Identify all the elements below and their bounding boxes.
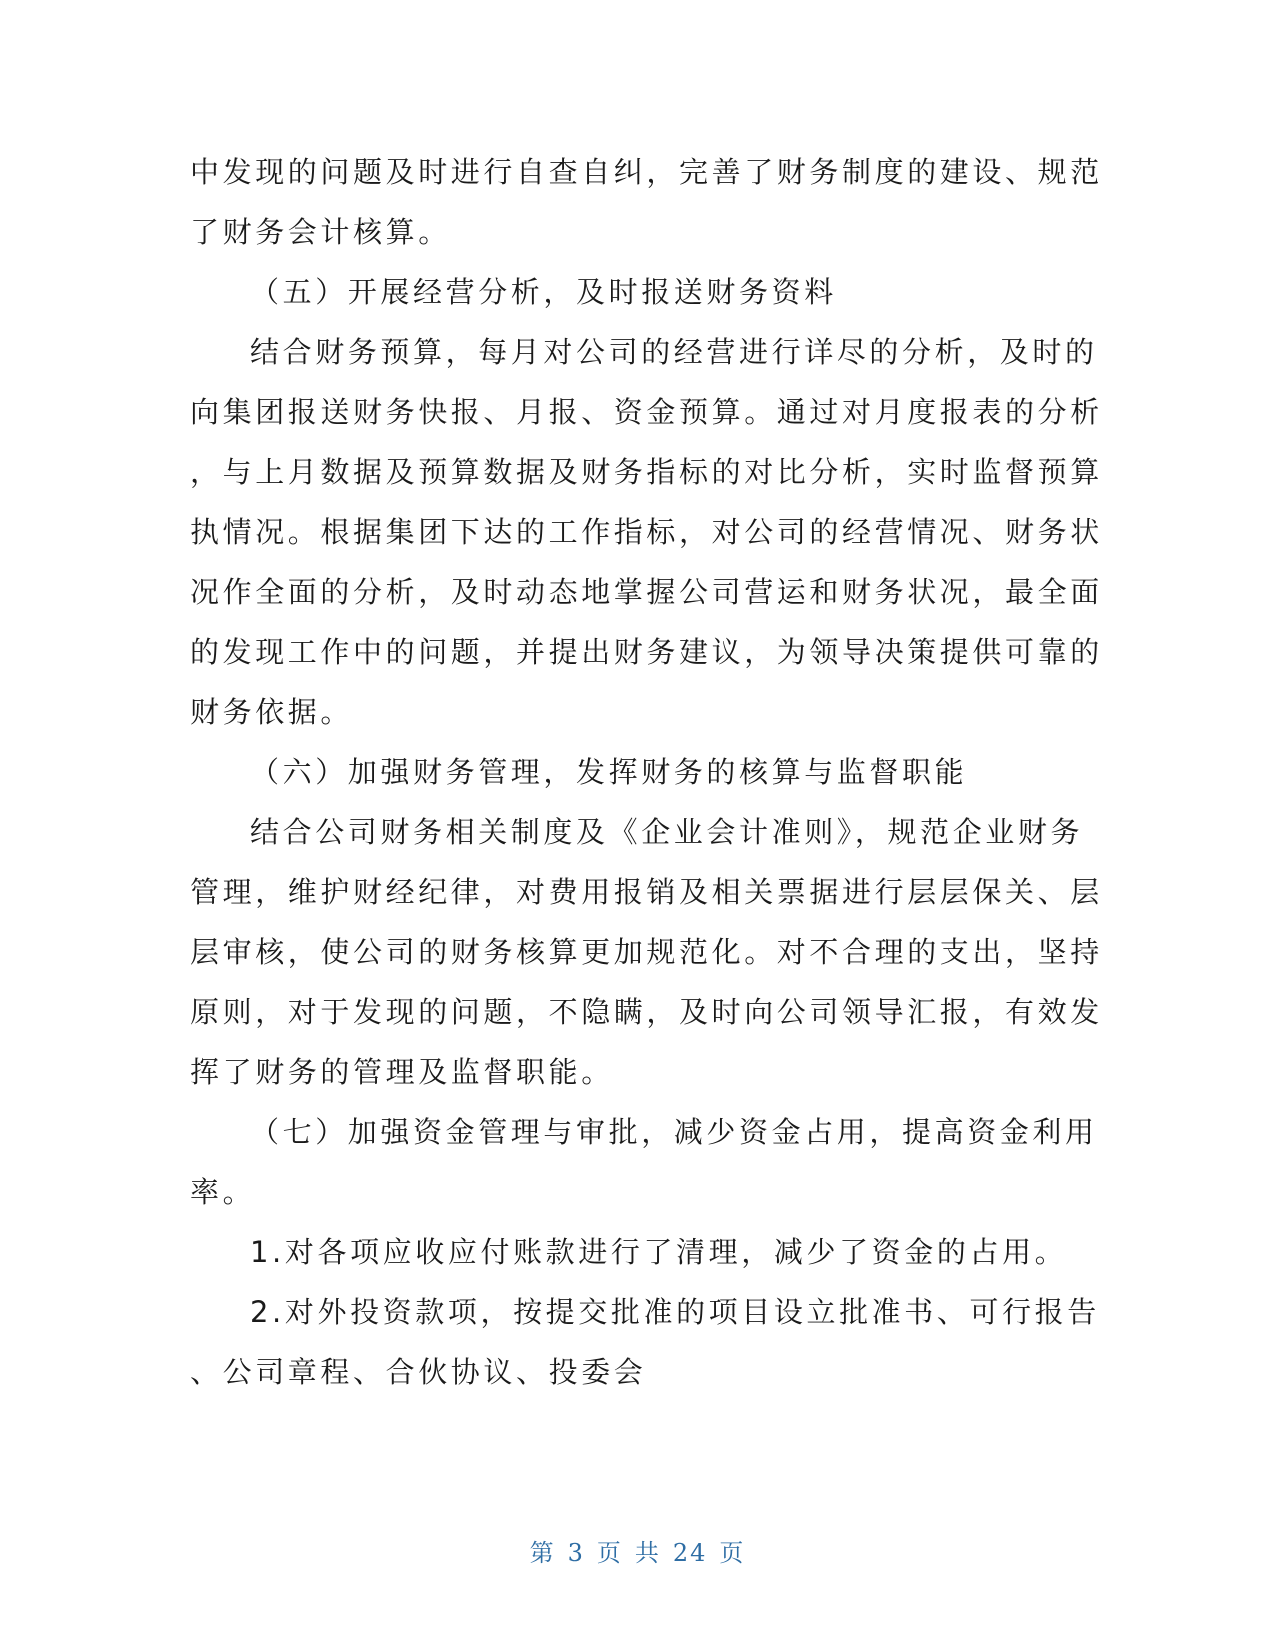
footer-ye-2: 页 xyxy=(719,1539,746,1567)
list-item: 2.对外投资款项，按提交批准的项目设立批准书、可行报告 xyxy=(250,1295,1100,1329)
text-line: 层审核，使公司的财务核算更加规范化。对不合理的支出，坚持 xyxy=(190,935,1103,969)
text-line: 结合公司财务相关制度及《企业会计准则》，规范企业财务 xyxy=(250,815,1084,849)
text-line: 向集团报送财务快报、月报、资金预算。通过对月度报表的分析 xyxy=(190,395,1103,429)
text-line: 况作全面的分析，及时动态地掌握公司营运和财务状况，最全面 xyxy=(190,575,1103,609)
total-pages-number: 24 xyxy=(672,1539,708,1567)
current-page-number: 3 xyxy=(567,1539,585,1567)
text-line: 率。 xyxy=(190,1175,256,1209)
text-line: 财务依据。 xyxy=(190,695,354,729)
text-line: 的发现工作中的问题，并提出财务建议，为领导决策提供可靠的 xyxy=(190,635,1103,669)
text-line: ，与上月数据及预算数据及财务指标的对比分析，实时监督预算 xyxy=(190,455,1103,489)
section-heading-7: （七）加强资金管理与审批，减少资金占用，提高资金利用 xyxy=(250,1115,1098,1149)
footer-gong: 共 xyxy=(634,1539,661,1567)
text-line: 中发现的问题及时进行自查自纠，完善了财务制度的建设、规范 xyxy=(190,155,1103,189)
text-line: 原则，对于发现的问题，不隐瞒，及时向公司领导汇报，有效发 xyxy=(190,995,1103,1029)
page-footer xyxy=(0,1533,1275,1568)
text-line: 执情况。根据集团下达的工作指标，对公司的经营情况、财务状 xyxy=(190,515,1103,549)
text-line: 挥了财务的管理及监督职能。 xyxy=(190,1055,614,1089)
footer-ye: 页 xyxy=(596,1539,623,1567)
text-line: 结合财务预算，每月对公司的经营进行详尽的分析，及时的 xyxy=(250,335,1098,369)
section-heading-5: （五）开展经营分析，及时报送财务资料 xyxy=(250,275,837,309)
text-line: 了财务会计核算。 xyxy=(190,215,451,249)
list-item: 1.对各项应收应付账款进行了清理，减少了资金的占用。 xyxy=(250,1235,1068,1269)
text-line: 、公司章程、合伙协议、投委会 xyxy=(190,1355,647,1389)
section-heading-6: （六）加强财务管理，发挥财务的核算与监督职能 xyxy=(250,755,968,789)
footer-di: 第 xyxy=(529,1539,556,1567)
document-body xyxy=(190,142,1103,1402)
text-line: 管理，维护财经纪律，对费用报销及相关票据进行层层保关、层 xyxy=(190,875,1103,909)
